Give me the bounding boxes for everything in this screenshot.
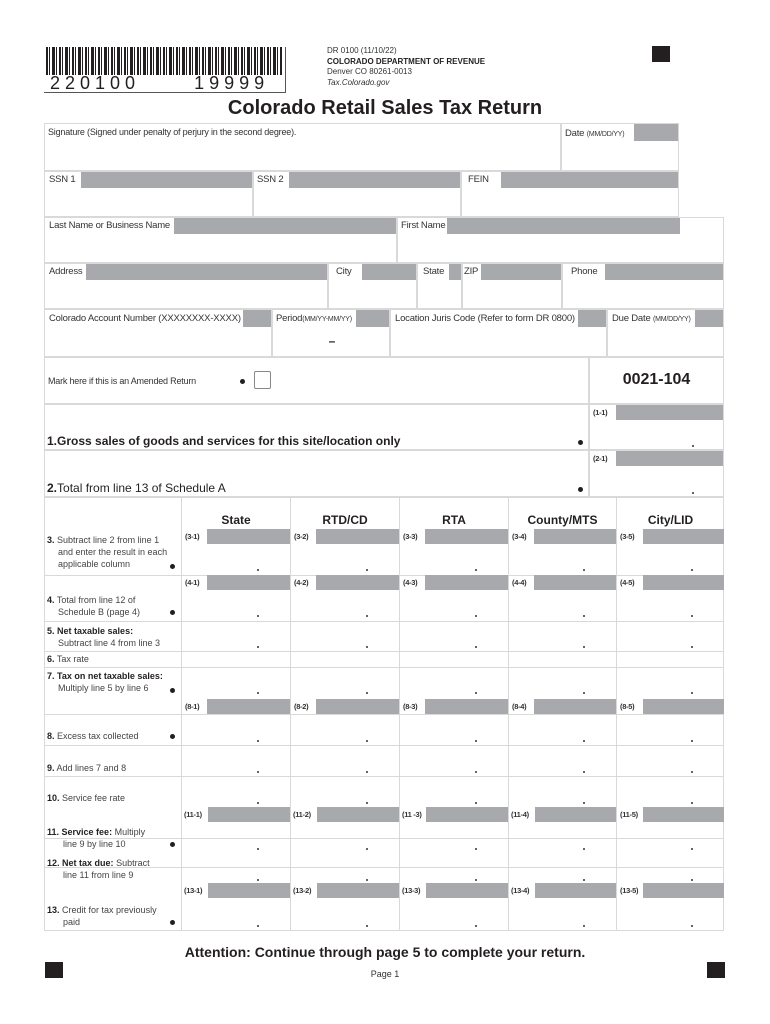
code-4-1: (4-1) xyxy=(185,578,200,587)
line2-label: 2.Total from line 13 of Schedule A xyxy=(47,481,226,495)
rate-10-1[interactable] xyxy=(181,776,290,806)
zip-label: ZIP xyxy=(463,264,481,280)
code-8-1: (8-1) xyxy=(185,702,200,711)
amount-3-1[interactable] xyxy=(181,545,290,574)
amount-12-2[interactable] xyxy=(290,853,399,883)
bullet-icon xyxy=(578,440,583,445)
rate-6-3[interactable] xyxy=(399,651,508,666)
amount-12-5[interactable] xyxy=(616,853,724,883)
line1-row xyxy=(44,404,589,450)
column-header-rtd-cd: RTD/CD xyxy=(322,513,368,527)
fein-field[interactable] xyxy=(461,171,679,217)
ssn1-label: SSN 1 xyxy=(45,172,81,188)
signature-label: Signature (Signed under penalty of perjury in the second degree). xyxy=(48,127,297,137)
line13-label: 13. Credit for tax previously paid xyxy=(47,905,157,927)
rate-10-3[interactable] xyxy=(399,776,508,806)
juris-code-label: Location Juris Code (Refer to form DR 0800) xyxy=(391,310,578,327)
address-label: Address xyxy=(45,264,86,280)
amount-4-3[interactable] xyxy=(399,591,508,620)
registration-mark-top-right xyxy=(652,46,670,62)
column-header-state: State xyxy=(221,513,251,527)
barcode-number-right: 19999 xyxy=(194,73,270,93)
bullet-icon xyxy=(170,610,175,615)
amount-5-5[interactable] xyxy=(616,621,724,650)
bullet-icon xyxy=(170,842,175,847)
due-date-label: Due Date (MM/DD/YY) xyxy=(608,310,695,327)
city-label: City xyxy=(329,264,362,280)
line1-field[interactable] xyxy=(589,404,724,450)
rate-6-4[interactable] xyxy=(508,651,616,666)
rate-10-2[interactable] xyxy=(290,776,399,806)
code-3-4: (3-4) xyxy=(512,532,527,541)
juris-code-field[interactable] xyxy=(390,309,607,357)
column-header-rta: RTA xyxy=(442,513,466,527)
code-4-3: (4-3) xyxy=(403,578,418,587)
code-8-2: (8-2) xyxy=(294,702,309,711)
page-number: Page 1 xyxy=(370,969,400,979)
line8-label: 8. Excess tax collected xyxy=(47,731,139,741)
amount-7-4[interactable] xyxy=(508,667,616,697)
amount-5-1[interactable] xyxy=(181,621,290,650)
amount-8-5[interactable] xyxy=(616,715,724,744)
code-4-5: (4-5) xyxy=(620,578,635,587)
code-3-5: (3-5) xyxy=(620,532,635,541)
amount-9-4[interactable] xyxy=(508,745,616,775)
code-11-5: (11-5) xyxy=(620,810,638,819)
state-label: State xyxy=(418,264,449,280)
phone-label: Phone xyxy=(563,264,605,280)
code-8-3: (8-3) xyxy=(403,702,418,711)
zip-field[interactable] xyxy=(462,263,562,309)
rate-6-2[interactable] xyxy=(290,651,399,666)
amount-12-4[interactable] xyxy=(508,853,616,883)
amount-5-4[interactable] xyxy=(508,621,616,650)
barcode-number-left: 220100 xyxy=(50,73,141,93)
department-info xyxy=(327,46,485,88)
code-11-1: (11-1) xyxy=(184,810,202,819)
amended-label: Mark here if this is an Amended Return xyxy=(48,376,196,386)
amount-8-4[interactable] xyxy=(508,715,616,744)
rate-10-5[interactable] xyxy=(616,776,724,806)
amount-11-4[interactable] xyxy=(508,823,616,852)
period-separator: – xyxy=(328,334,336,348)
column-header-county-mts: County/MTS xyxy=(527,513,598,527)
bullet-icon xyxy=(170,688,175,693)
registration-mark-bottom-right xyxy=(707,962,725,978)
line6-label: 6. Tax rate xyxy=(47,654,89,664)
amount-3-5[interactable] xyxy=(616,545,724,574)
last-name-label: Last Name or Business Name xyxy=(45,218,174,234)
code-11-3: (11 -3) xyxy=(402,810,422,819)
amount-13-2[interactable] xyxy=(290,899,399,929)
amended-section xyxy=(44,357,589,404)
bullet-icon xyxy=(170,920,175,925)
page-title: Colorado Retail Sales Tax Return xyxy=(227,97,543,119)
fein-label: FEIN xyxy=(462,172,501,188)
amount-13-5[interactable] xyxy=(616,899,724,929)
amount-9-1[interactable] xyxy=(181,745,290,775)
code-3-1: (3-1) xyxy=(185,532,200,541)
decimal-point xyxy=(692,445,694,447)
city-field[interactable] xyxy=(328,263,417,309)
rate-6-5[interactable] xyxy=(616,651,724,666)
first-name-field[interactable] xyxy=(397,217,724,263)
code-11-4: (11-4) xyxy=(511,810,529,819)
amount-11-3[interactable] xyxy=(399,823,508,852)
line2-field[interactable] xyxy=(589,450,724,497)
amount-8-3[interactable] xyxy=(399,715,508,744)
amount-4-1[interactable] xyxy=(181,591,290,620)
amount-7-3[interactable] xyxy=(399,667,508,697)
barcode-bars xyxy=(46,47,282,75)
account-number-field[interactable] xyxy=(44,309,272,357)
address-field[interactable] xyxy=(44,263,328,309)
amount-4-5[interactable] xyxy=(616,591,724,620)
line9-label: 9. Add lines 7 and 8 xyxy=(47,763,127,773)
date-field[interactable] xyxy=(561,123,679,171)
amount-7-2[interactable] xyxy=(290,667,399,697)
code-13-3: (13-3) xyxy=(402,886,421,895)
amount-9-3[interactable] xyxy=(399,745,508,775)
amount-4-2[interactable] xyxy=(290,591,399,620)
amount-12-3[interactable] xyxy=(399,853,508,883)
website: Tax.Colorado.gov xyxy=(327,77,390,87)
decimal-point xyxy=(692,492,694,494)
code-3-2: (3-2) xyxy=(294,532,309,541)
line5-label: 5. Net taxable sales: Subtract line 4 from line 3 xyxy=(47,626,161,648)
amount-11-1[interactable] xyxy=(181,823,290,852)
code-8-5: (8-5) xyxy=(620,702,635,711)
rate-6-1[interactable] xyxy=(181,651,290,666)
state-field[interactable] xyxy=(417,263,462,309)
column-header-city-lid: City/LID xyxy=(647,513,694,527)
amount-7-1[interactable] xyxy=(181,667,290,697)
line2-row xyxy=(44,450,589,497)
code-4-2: (4-2) xyxy=(294,578,309,587)
form-id: DR 0100 (11/10/22) xyxy=(327,46,397,55)
department-name: COLORADO DEPARTMENT OF REVENUE xyxy=(327,56,486,66)
amount-11-2[interactable] xyxy=(290,823,399,852)
line1-label: 1.Gross sales of goods and services for this site/location only xyxy=(47,434,401,448)
form-code: 0021-104 xyxy=(622,371,691,388)
first-name-label: First Name xyxy=(398,218,447,234)
amount-3-3[interactable] xyxy=(399,545,508,574)
date-shade xyxy=(634,124,678,141)
line4-label: 4. Total from line 12 of Schedule B (page 4) xyxy=(47,595,141,617)
barcode xyxy=(44,47,286,93)
line7-label: 7. Tax on net taxable sales: Multiply line 5 by line 6 xyxy=(47,671,163,693)
period-field[interactable] xyxy=(272,309,390,357)
signature-field[interactable] xyxy=(44,123,561,171)
amount-8-2[interactable] xyxy=(290,715,399,744)
due-date-field[interactable] xyxy=(607,309,724,357)
account-number-label: Colorado Account Number (XXXXXXXX-XXXX) xyxy=(45,310,243,327)
amount-13-3[interactable] xyxy=(399,899,508,929)
amount-9-5[interactable] xyxy=(616,745,724,775)
code-11-2: (11-2) xyxy=(293,810,311,819)
code-13-2: (13-2) xyxy=(293,886,312,895)
last-name-field[interactable] xyxy=(44,217,397,263)
amount-12-1[interactable] xyxy=(181,853,290,883)
form-code-box xyxy=(589,357,724,404)
amount-3-2[interactable] xyxy=(290,545,399,574)
line3-label: 3. Subtract line 2 from line 1 and enter the result in each applicable column xyxy=(47,535,168,569)
amount-13-4[interactable] xyxy=(508,899,616,929)
date-label: Date (MM/DD/YY) xyxy=(565,128,625,139)
line10-label: 10. Service fee rate xyxy=(47,793,126,803)
amount-5-2[interactable] xyxy=(290,621,399,650)
period-label: Period(MM/YY-MM/YY) xyxy=(273,310,356,327)
amount-4-4[interactable] xyxy=(508,591,616,620)
amount-9-2[interactable] xyxy=(290,745,399,775)
phone-field[interactable] xyxy=(562,263,724,309)
department-address: Denver CO 80261-0013 xyxy=(327,67,412,76)
amount-3-4[interactable] xyxy=(508,545,616,574)
amount-7-5[interactable] xyxy=(616,667,724,697)
bullet-icon xyxy=(170,564,175,569)
amount-11-5[interactable] xyxy=(616,823,724,852)
bullet-icon xyxy=(578,487,583,492)
bullet-icon xyxy=(240,379,245,384)
amount-8-1[interactable] xyxy=(181,715,290,744)
line1-code: (1-1) xyxy=(593,408,608,417)
amount-13-1[interactable] xyxy=(181,899,290,929)
ssn1-field[interactable] xyxy=(44,171,253,217)
amount-5-3[interactable] xyxy=(399,621,508,650)
ssn2-label: SSN 2 xyxy=(254,172,289,188)
line11-label: 11. Service fee: Multiply line 9 by line 10 xyxy=(47,827,146,849)
bullet-icon xyxy=(170,734,175,739)
rate-10-4[interactable] xyxy=(508,776,616,806)
code-8-4: (8-4) xyxy=(512,702,527,711)
code-4-4: (4-4) xyxy=(512,578,527,587)
ssn2-field[interactable] xyxy=(253,171,461,217)
code-3-3: (3-3) xyxy=(403,532,418,541)
code-13-5: (13-5) xyxy=(620,886,639,895)
code-13-1: (13-1) xyxy=(184,886,203,895)
line12-label: 12. Net tax due: Subtract line 11 from line 9 xyxy=(47,858,150,880)
code-13-4: (13-4) xyxy=(511,886,530,895)
attention-note: Attention: Continue through page 5 to complete your return. xyxy=(184,944,586,960)
line2-code: (2-1) xyxy=(593,454,608,463)
registration-mark-bottom-left xyxy=(45,962,63,978)
amended-checkbox[interactable] xyxy=(254,371,271,389)
